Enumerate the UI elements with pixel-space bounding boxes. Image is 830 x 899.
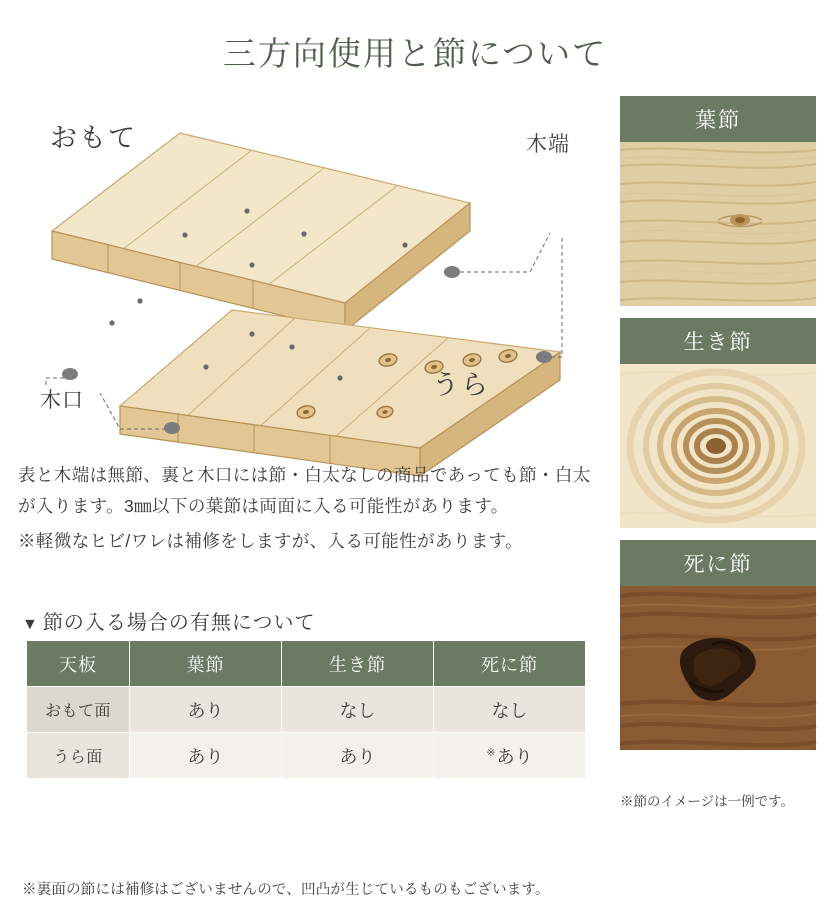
table-heading-label: 節の入る場合の有無について [42,612,316,634]
board-illustration [0,88,614,438]
knot-table [26,640,586,779]
table-cell-1-2-text: あり [496,746,533,767]
photo-image-iki-bushi [620,364,816,528]
table-footnote: ※裏面の節には補修はございませんので、凹凸が生じているものもございます。 [22,882,550,898]
page-title: 三方向使用と節について [222,35,608,72]
table-header-row [27,641,586,687]
table-col-header-0: 天板 [27,641,130,687]
photo-image-ha-bushi [620,142,816,306]
photo-caption-0: 葉節 [620,96,816,142]
label-koguchi: 木口 [40,389,84,412]
photo-column [620,96,830,762]
table-col-header-2: 生き節 [282,641,434,687]
table-cell-1-1: あり [282,733,434,779]
description-paragraph: 表と木端は無節、裏と木口には節・白太なしの商品であっても節・白太が入ります。3㎜以下の葉節は両面に入る可能性があります。 [18,465,591,516]
table-cell-0-2: なし [434,687,586,733]
table-row [27,687,586,733]
table-col-header-3: 死に節 [434,641,586,687]
table-heading [22,606,315,635]
triangle-marker-icon: ▼ [22,616,39,633]
description-text [18,460,608,557]
table-row [27,733,586,779]
label-omote: おもて [50,123,137,153]
description-note: ※軽微なヒビ/ワレは補修をしますが、入る可能性があります。 [18,531,524,551]
table-cell-0-1: なし [282,687,434,733]
photo-caption-2: 死に節 [620,540,816,586]
photo-card-shini-bushi [620,540,816,750]
table-cell-mark: ※ [486,746,496,759]
label-kohashi: 木端 [526,133,570,156]
table-row-label-1: うら面 [27,733,130,779]
left-column [0,88,614,898]
table-cell-1-2 [434,733,586,779]
table-cell-1-0: あり [130,733,282,779]
table-col-header-1: 葉節 [130,641,282,687]
photo-card-ha-bushi [620,96,816,306]
photo-caption-1: 生き節 [620,318,816,364]
table-row-label-0: おもて面 [27,687,130,733]
label-ura: うら [432,370,490,400]
photo-card-iki-bushi [620,318,816,528]
table-cell-0-0: あり [130,687,282,733]
photos-footnote: ※節のイメージは一例です。 [620,794,795,809]
photo-image-shini-bushi [620,586,816,750]
